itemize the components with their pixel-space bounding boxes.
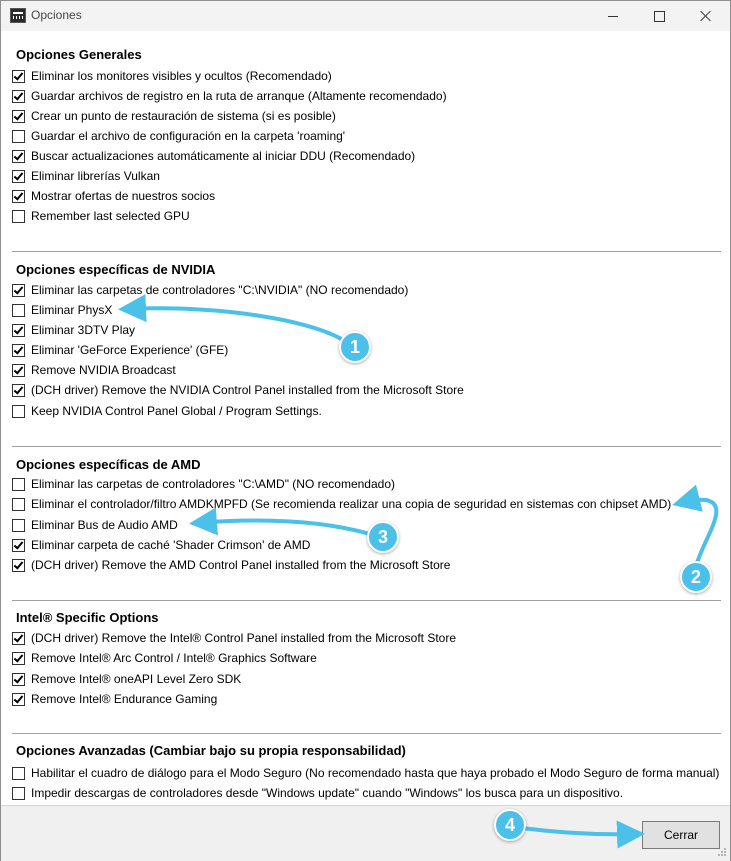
annotation-marker-3: 3 [367,521,399,553]
option-general-3[interactable] [12,128,345,144]
checkbox[interactable] [12,767,25,780]
checkbox[interactable] [12,364,25,377]
option-label: (DCH driver) Remove the NVIDIA Control Panel installed from the Microsoft Store [31,383,464,397]
option-advanced-1[interactable] [12,785,623,801]
minimize-icon [608,16,618,17]
option-intel-1[interactable] [12,650,317,666]
option-label: Mostrar ofertas de nuestros socios [31,189,216,203]
checkbox[interactable] [12,150,25,163]
app-icon [10,8,26,23]
option-label: Eliminar 'GeForce Experience' (GFE) [31,343,229,357]
close-window-button[interactable] [683,1,729,31]
option-intel-2[interactable] [12,671,241,687]
option-amd-3[interactable] [12,537,310,553]
option-label: Remove NVIDIA Broadcast [31,363,176,377]
section-title-general: Opciones Generales [16,47,142,62]
checkbox[interactable] [12,693,25,706]
option-label: Eliminar 3DTV Play [31,323,136,337]
section-divider [12,251,721,252]
option-label: Keep NVIDIA Control Panel Global / Program Settings. [31,404,322,418]
option-nvidia-5[interactable] [12,382,464,398]
option-label: (DCH driver) Remove the AMD Control Panel installed from the Microsoft Store [31,558,451,572]
section-title-advanced: Opciones Avanzadas (Cambiar bajo su propia responsabilidad) [16,743,406,758]
checkbox[interactable] [12,90,25,103]
option-amd-2[interactable] [12,517,178,533]
option-label: Eliminar los monitores visibles y ocultos (Recomendado) [31,69,332,83]
option-label: Remove Intel® oneAPI Level Zero SDK [31,672,242,686]
section-divider [12,733,721,734]
section-title-amd: Opciones específicas de AMD [16,457,201,472]
option-amd-4[interactable] [12,557,450,573]
checkbox[interactable] [12,384,25,397]
option-label: Habilitar el cuadro de diálogo para el Modo Seguro (No recomendado hasta que haya probado el Modo Seguro de forma manual) [31,766,720,780]
option-label: Impedir descargas de controladores desde "Windows update" cuando "Windows" los busca para un dispositivo. [31,786,624,800]
option-general-2[interactable] [12,108,336,124]
option-nvidia-3[interactable] [12,342,228,358]
option-label: Eliminar las carpetas de controladores "C:\AMD" (NO recomendado) [31,477,395,491]
checkbox[interactable] [12,324,25,337]
option-label: Eliminar el controlador/filtro AMDKMPFD (Se recomienda realizar una copia de seguridad en sistemas con chipset AMD) [31,497,672,511]
checkbox[interactable] [12,632,25,645]
option-general-5[interactable] [12,168,160,184]
checkbox[interactable] [12,210,25,223]
checkbox[interactable] [12,284,25,297]
option-general-0[interactable] [12,68,332,84]
checkbox[interactable] [12,478,25,491]
option-label: Eliminar carpeta de caché 'Shader Crimson' de AMD [31,538,311,552]
checkbox[interactable] [12,673,25,686]
option-label: Remove Intel® Endurance Gaming [31,692,218,706]
section-divider [12,446,721,447]
option-nvidia-4[interactable] [12,362,176,378]
annotation-marker-4: 4 [494,809,526,841]
option-nvidia-2[interactable] [12,322,135,338]
checkbox[interactable] [12,170,25,183]
maximize-icon [654,11,665,22]
section-title-nvidia: Opciones específicas de NVIDIA [16,262,216,277]
option-general-1[interactable] [12,88,447,104]
checkbox[interactable] [12,405,25,418]
option-advanced-0[interactable] [12,765,719,781]
checkbox[interactable] [12,519,25,532]
option-amd-1[interactable] [12,496,671,512]
option-label: Crear un punto de restauración de sistema (si es posible) [31,109,336,123]
option-label: Remember last selected GPU [31,209,190,223]
checkbox[interactable] [12,70,25,83]
checkbox[interactable] [12,130,25,143]
close-button[interactable]: Cerrar [642,821,720,849]
checkbox[interactable] [12,304,25,317]
option-intel-0[interactable] [12,630,456,646]
annotation-marker-1: 1 [339,331,371,363]
option-label: Eliminar librerías Vulkan [31,169,160,183]
annotation-marker-2: 2 [680,561,712,593]
checkbox[interactable] [12,498,25,511]
option-general-7[interactable] [12,208,190,224]
checkbox[interactable] [12,344,25,357]
close-icon [700,10,712,22]
checkbox[interactable] [12,559,25,572]
dialog-footer [1,805,730,861]
maximize-button[interactable] [636,1,682,31]
checkbox[interactable] [12,539,25,552]
checkbox[interactable] [12,652,25,665]
option-general-6[interactable] [12,188,215,204]
option-nvidia-6[interactable] [12,403,322,419]
option-amd-0[interactable] [12,476,395,492]
option-general-4[interactable] [12,148,415,164]
option-label: Eliminar PhysX [31,303,113,317]
title-bar[interactable] [1,1,730,31]
option-label: Eliminar Bus de Audio AMD [31,518,178,532]
option-label: Remove Intel® Arc Control / Intel® Graphics Software [31,651,317,665]
minimize-button[interactable] [590,1,636,31]
option-label: Guardar el archivo de configuración en la carpeta 'roaming' [31,129,346,143]
checkbox[interactable] [12,787,25,800]
checkbox[interactable] [12,110,25,123]
option-intel-3[interactable] [12,691,217,707]
option-label: (DCH driver) Remove the Intel® Control Panel installed from the Microsoft Store [31,631,456,645]
option-nvidia-0[interactable] [12,282,408,298]
window-title: Opciones [31,8,82,22]
option-label: Eliminar las carpetas de controladores "C:\NVIDIA" (NO recomendado) [31,283,409,297]
resize-grip-icon[interactable] [717,847,727,857]
option-label: Guardar archivos de registro en la ruta de arranque (Altamente recomendado) [31,89,447,103]
section-title-intel: Intel® Specific Options [16,610,159,625]
section-divider [12,600,721,601]
option-label: Buscar actualizaciones automáticamente al iniciar DDU (Recomendado) [31,149,416,163]
checkbox[interactable] [12,190,25,203]
option-nvidia-1[interactable] [12,302,112,318]
